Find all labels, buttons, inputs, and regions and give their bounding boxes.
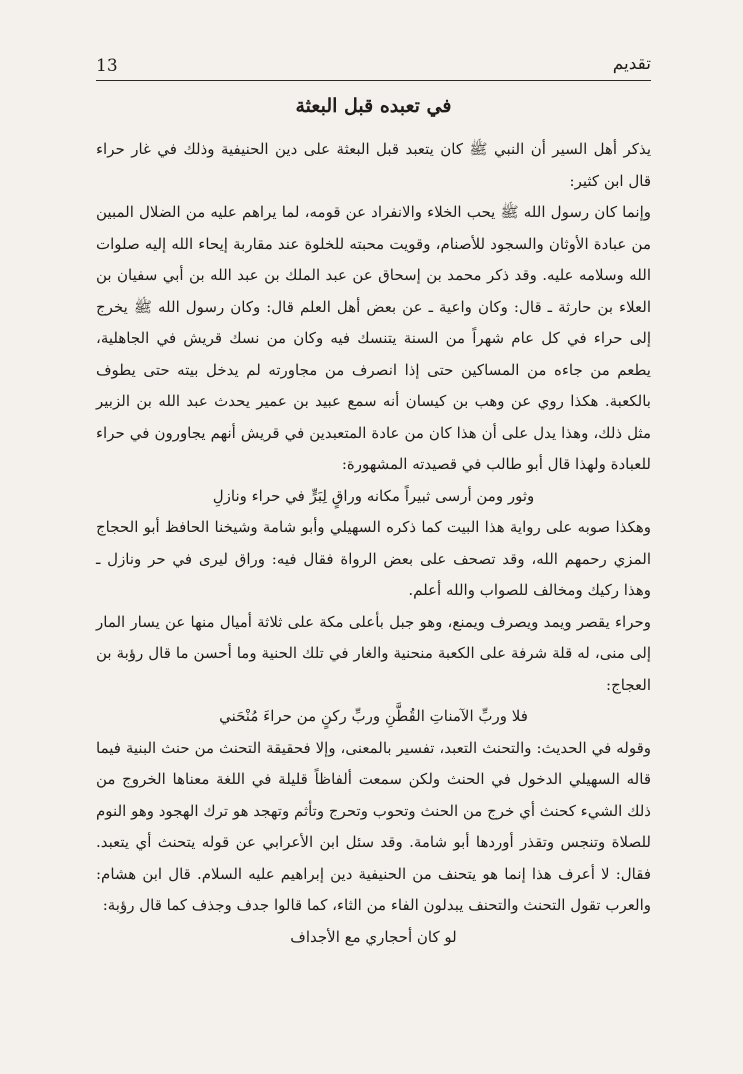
running-title: تقديم (612, 54, 651, 74)
page-header (96, 50, 651, 81)
paragraph: وقوله في الحديث: والتحنث التعبد، تفسير بالمعنى، وإلا فحقيقة التحنث من حنث البنية فيما قاله السهيلي الدخول في الحنث ولكن سمعت ألفاظاً قليلة في اللغة معناها الخروج من ذلك الشيء كحنث أي خرج من الحنث وتحوب وتحرج وتأثم وتهجد هو ترك الهجود وهو النوم للصلاة وتنجس وتقذر أوردها أبو شامة. وقد سئل ابن الأعرابي عن قوله يتحنث أي يتعبد. فقال: لا أعرف هذا إنما هو يتحنف من الحنيفية دين إبراهيم عليه السلام. قال ابن هشام: والعرب تقول التحنث والتحنف يبدلون الفاء من الثاء، كما قالوا جدف وجذف كما قال رؤبة: (96, 738, 651, 914)
section-title: في تعبده قبل البعثة (295, 95, 452, 117)
paragraph: يذكر أهل السير أن النبي ﷺ كان يتعبد قبل البعثة على دين الحنيفية وذلك في غار حراء قال ابن كثير: (96, 140, 651, 190)
body-text (96, 134, 651, 953)
paragraph: وإنما كان رسول الله ﷺ يحب الخلاء والانفراد عن قومه، لما يراهم عليه من الضلال المبين من عبادة الأوثان والسجود للأصنام، وقويت محبته للخلوة عند مقاربة إيحاء الله إليه صلوات الله وسلامه عليه. وقد ذكر محمد بن إسحاق عن عبد الملك بن عبد الله بن أبي سفيان بن العلاء بن حارثة ـ قال: وكان واعية ـ عن بعض أهل العلم قال: وكان رسول الله ﷺ يخرج إلى حراء في كل عام شهراً من السنة يتنسك فيه وكان من نسك قريش في الجاهلية، يطعم من جاءه من المساكين حتى إذا انصرف من مجاورته لم يدخل بيته حتى يطوف بالكعبة. هكذا روي عن وهب بن كيسان أنه سمع عبيد بن عمير يحدث عبد الله بن الزبير مثل ذلك، وهذا يدل على أن هذا كان من عادة المتعبدين في قريش أنهم يجاورون في حراء للعبادة ولهذا قال أبو طالب في قصيدته المشهورة: (96, 203, 651, 473)
page-number: 13 (96, 56, 118, 76)
poetry-verse: فلا وربِّ الآمناتِ القُطَّنِ وربِّ ركنٍ من حراءَ مُنْحَني (219, 707, 528, 725)
poetry-verse: لو كان أحجاري مع الأجداف (290, 927, 457, 946)
paragraph: وحراء يقصر ويمد ويصرف ويمنع، وهو جبل بأعلى مكة على ثلاثة أميال منها عن يسار المار إلى منى، له قلة شرفة على الكعبة منحنية والغار في تلك الحنية وما أحسن ما قال رؤبة بن العجاج: (96, 612, 651, 694)
paragraph: وهكذا صوبه على رواية هذا البيت كما ذكره السهيلي وأبو شامة وشيخنا الحافظ أبو الحجاج المزي رحمهم الله، وقد تصحف على بعض الرواة فقال فيه: وراق ليرى في حر ونازل ـ وهذا ركيك ومخالف للصواب والله أعلم. (96, 518, 651, 599)
poetry-verse: وثور ومن أرسى ثبيراً مكانه وراقٍ لِبَرٍّ في حراء ونازلِ (212, 486, 535, 505)
